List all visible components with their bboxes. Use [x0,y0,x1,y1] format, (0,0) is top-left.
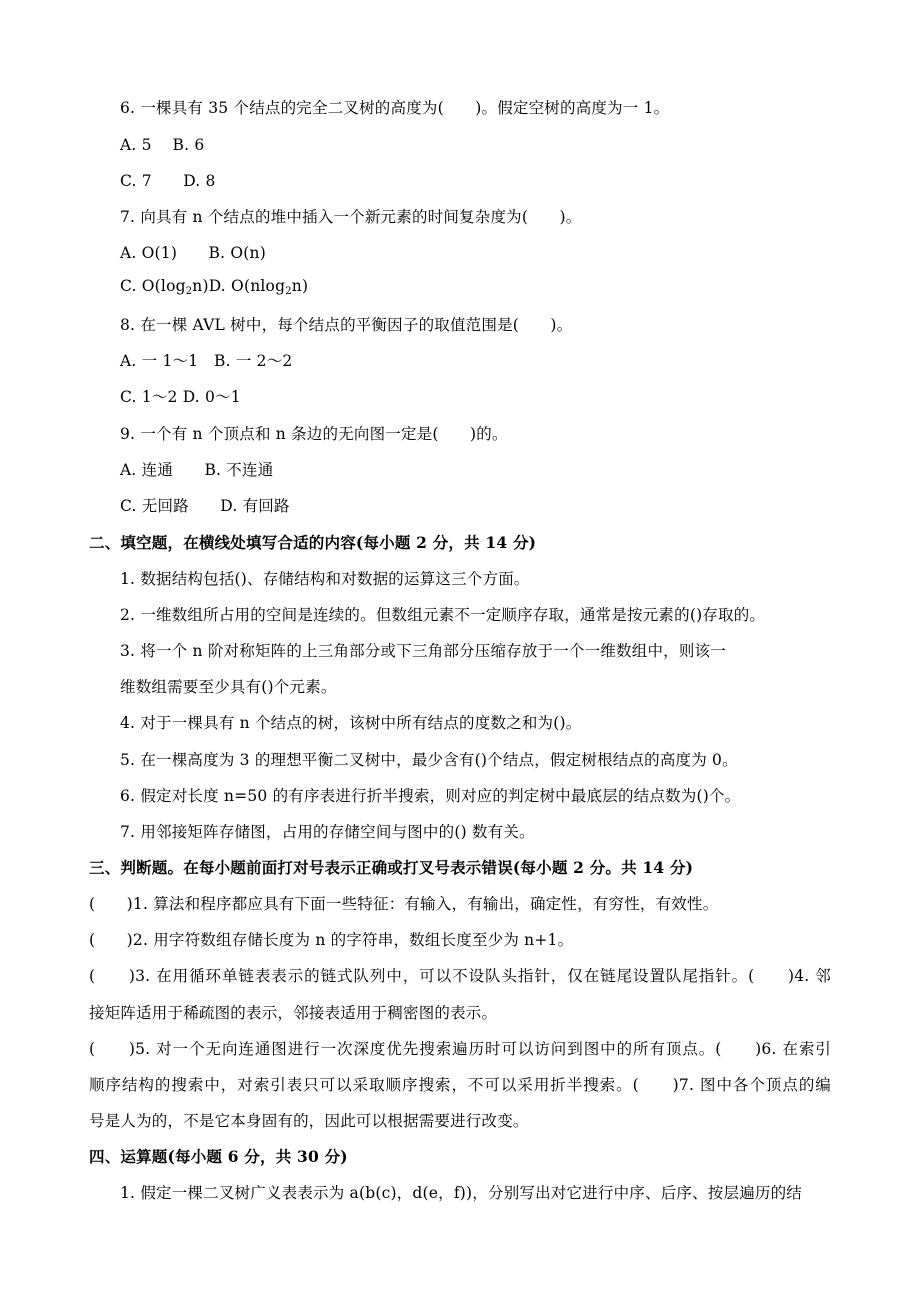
fill-blank-item-4: 4. 对于一棵具有 n 个结点的树，该树中所有结点的度数之和为()。 [120,714,582,732]
fill-blank-item-5: 5. 在一棵高度为 3 的理想平衡二叉树中，最少含有()个结点，假定树根结点的高度为 0。 [120,751,738,769]
judge-line-3: ( )3. 在用循环单链表表示的链式队列中，可以不设队头指针，仅在链尾设置队尾指针。( )4. 邻 [89,967,831,985]
calc-item-1: 1. 假定一棵二叉树广义表表示为 a(b(c)，d(e，f))，分别写出对它进行中序、后序、按层遍历的结 [120,1184,803,1202]
question-6-options-ab: A. 5 B. 6 [120,136,205,154]
fill-blank-item-7: 7. 用邻接矩阵存储图，占用的存储空间与图中的() 数有关。 [120,823,535,841]
question-9-stem: 9. 一个有 n 个顶点和 n 条边的无向图一定是( )的。 [120,425,508,443]
judge-line-1: ( )1. 算法和程序都应具有下面一些特征：有输入，有输出，确定性，有穷性，有效性。 [89,895,719,913]
fill-blank-item-3: 3. 将一个 n 阶对称矩阵的上三角部分或下三角部分压缩存放于一个一维数组中，则该一 [120,642,726,660]
fill-blank-item-2: 2. 一维数组所占用的空间是连续的。但数组元素不一定顺序存取，通常是按元素的()存取的。 [120,606,766,624]
section-2-heading: 二、填空题，在横线处填写合适的内容(每小题 2 分，共 14 分) [89,533,537,552]
question-8-options-cd: C. 1～2 D. 0～1 [120,388,241,406]
fill-blank-item-3-continued: 维数组需要至少具有()个元素。 [120,678,337,696]
judge-line-7: 号是人为的，不是它本身固有的，因此可以根据需要进行改变。 [89,1112,529,1130]
section-3-heading: 三、判断题。在每小题前面打对号表示正确或打叉号表示错误(每小题 2 分。共 14 分) [89,858,694,877]
fill-blank-item-1: 1. 数据结构包括()、存储结构和对数据的运算这三个方面。 [120,570,530,588]
fill-blank-item-6: 6. 假定对长度 n=50 的有序表进行折半搜索，则对应的判定树中最底层的结点数为()个。 [120,787,741,805]
question-6-stem: 6. 一棵具有 35 个结点的完全二叉树的高度为( )。假定空树的高度为一 1。 [120,99,670,117]
question-6-options-cd: C. 7 D. 8 [120,172,216,190]
question-7-options-cd: C. O(log2n)D. O(nlog2n) [120,277,309,297]
question-8-options-ab: A. 一 1～1 B. 一 2～2 [120,352,293,370]
question-9-options-ab: A. 连通 B. 不连通 [120,461,274,479]
judge-line-4: 接矩阵适用于稀疏图的表示，邻接表适用于稠密图的表示。 [89,1004,498,1022]
judge-line-6: 顺序结构的搜索中，对索引表只可以采取顺序搜索，不可以采用折半搜索。( )7. 图中各个顶点的编 [89,1076,831,1094]
judge-line-2: ( )2. 用字符数组存储长度为 n 的字符串，数组长度至少为 n+1。 [89,931,574,949]
section-4-heading: 四、运算题(每小题 6 分，共 30 分) [89,1147,348,1166]
question-8-stem: 8. 在一棵 AVL 树中，每个结点的平衡因子的取值范围是( )。 [120,316,573,334]
question-7-options-ab: A. O(1) B. O(n) [120,244,266,262]
judge-line-5: ( )5. 对一个无向连通图进行一次深度优先搜索遍历时可以访问到图中的所有顶点。( )6. 在索引 [89,1040,831,1058]
question-9-options-cd: C. 无回路 D. 有回路 [120,497,290,515]
question-7-stem: 7. 向具有 n 个结点的堆中插入一个新元素的时间复杂度为( )。 [120,208,582,226]
